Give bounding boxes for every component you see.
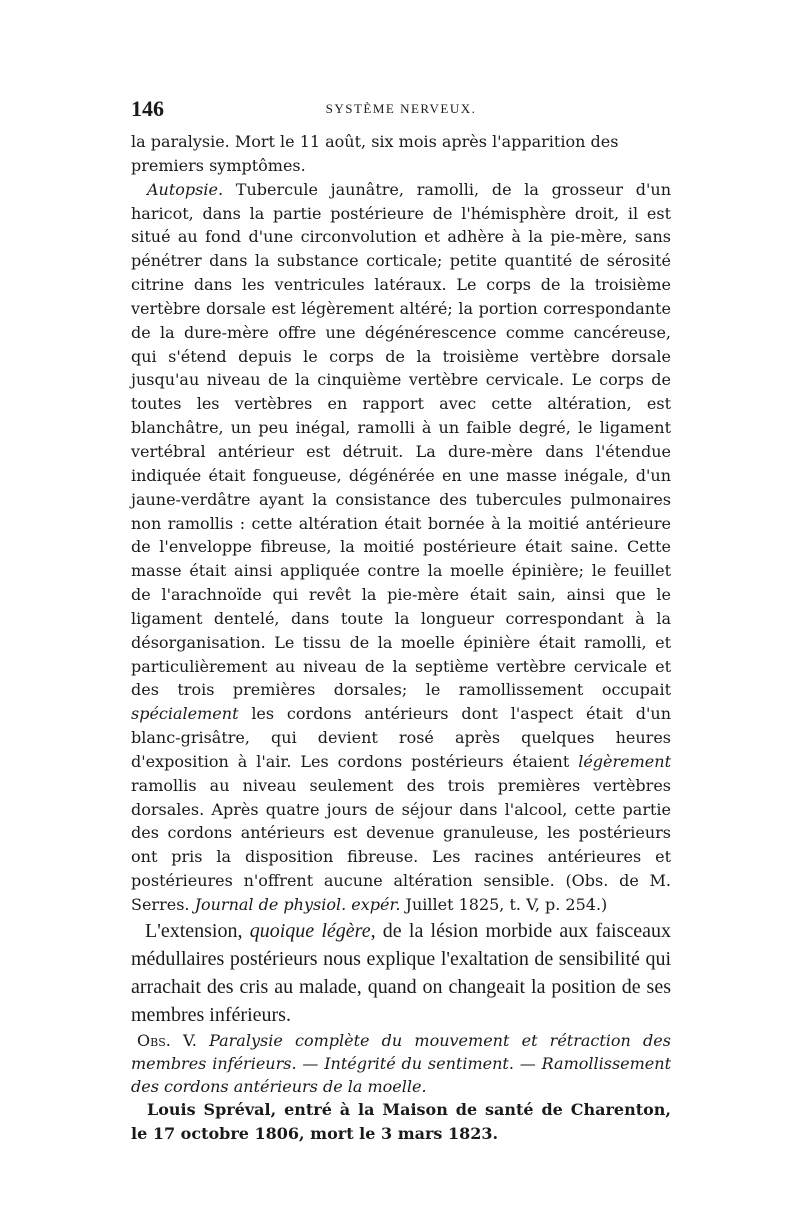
page-number: 146: [131, 96, 164, 121]
commentary-emphasis: quoique légère: [249, 919, 371, 942]
paragraph-autopsie: [131, 178, 671, 917]
body-text: [131, 130, 671, 1146]
autopsie-label: Autopsie.: [147, 179, 224, 199]
autopsie-text-d: Juillet 1825, t. V, p. 254.): [400, 895, 608, 914]
paragraph-commentary: [131, 917, 671, 1029]
autopsie-text-b: les cordons antérieurs dont l'aspect était d'un blanc-grisâtre, qui devient rosé après quelques heures d'exposition à l'air. Les cordons postérieurs étaient: [131, 704, 671, 771]
commentary-text-a: L'extension,: [145, 919, 250, 942]
autopsie-emphasis-specialement: spécialement: [131, 704, 239, 724]
journal-citation: Journal de physiol. expér.: [194, 895, 401, 914]
observation-heading: [131, 1029, 671, 1098]
autopsie-text-a: Tubercule jaunâtre, ramolli, de la grosseur d'un haricot, dans la partie postérieure de l'hémisphère droit, il est situé au fond d'une circonvolution et adhère à la pie-mère, sans pénétrer dans la substance corticale; petite quantité de sérosité citrine dans les ventricules latéraux. Le corps de la troisième vertèbre dorsale est légèrement altéré; la portion correspondante de la dure-mère offre une dégénérescence comme cancéreuse, qui s'étend depuis le corps de la troisième vertèbre dorsale jusqu'au niveau de la cinquième vertèbre cervicale. Le corps de toutes les vertèbres en rapport avec cette altération, est blanchâtre, un peu inégal, ramolli à un faible degré, le ligament vertébral antérieur est détruit. La dure-mère dans l'étendue indiquée était fongueuse, dégénérée en une masse inégale, d'un jaune-verdâtre ayant la consistance des tubercules pulmonaires non ramollis : cette altération était bornée à la moitié antérieure de l'enveloppe fibreuse, la moitié postérieure était saine. Cette masse était ainsi appliquée contre la moelle épinière; le feuillet de l'arachnoïde qui revêt la pie-mère était sain, ainsi que le ligament dentelé, dans toute la longueur correspondant à la désorganisation. Le tissu de la moelle épinière était ramolli, et particulièrement au niveau de la septième vertèbre cervicale et des trois premières dorsales; le ramollissement occupait: [131, 179, 671, 700]
observation-title: Paralysie complète du mouvement et rétraction des membres inférieurs. — Intégrité du sentiment. — Ramollissement des cordons antérieurs de la moelle.: [131, 1030, 671, 1096]
page-header: [131, 96, 671, 124]
paragraph-continuation: la paralysie. Mort le 11 août, six mois après l'apparition des premiers symptômes.: [131, 132, 619, 175]
running-title: SYSTÈME NERVEUX.: [325, 101, 477, 116]
autopsie-text-c: ramollis au niveau seulement des trois premières vertèbres dorsales. Après quatre jours de séjour dans l'alcool, cette partie des cordons antérieurs est devenue granuleuse, les postérieurs ont pris la disposition fibreuse. Les racines antérieures et postérieures n'offrent aucune altération sensible. (Obs. de M. Serres.: [131, 775, 671, 914]
autopsie-emphasis-legerement: légèrement: [578, 751, 671, 771]
paragraph-case-intro: Louis Spréval, entré à la Maison de santé de Charenton, le 17 octobre 1806, mort le 3 mars 1823.: [131, 1099, 671, 1143]
observation-label: Obs. V.: [137, 1030, 197, 1050]
commentary-text-b: , de la lésion morbide aux faisceaux médullaires postérieurs nous explique l'exaltation de sensibilité qui arrachait des cris au malade, quand on changeait la position de ses membres inférieurs.: [131, 919, 671, 1026]
